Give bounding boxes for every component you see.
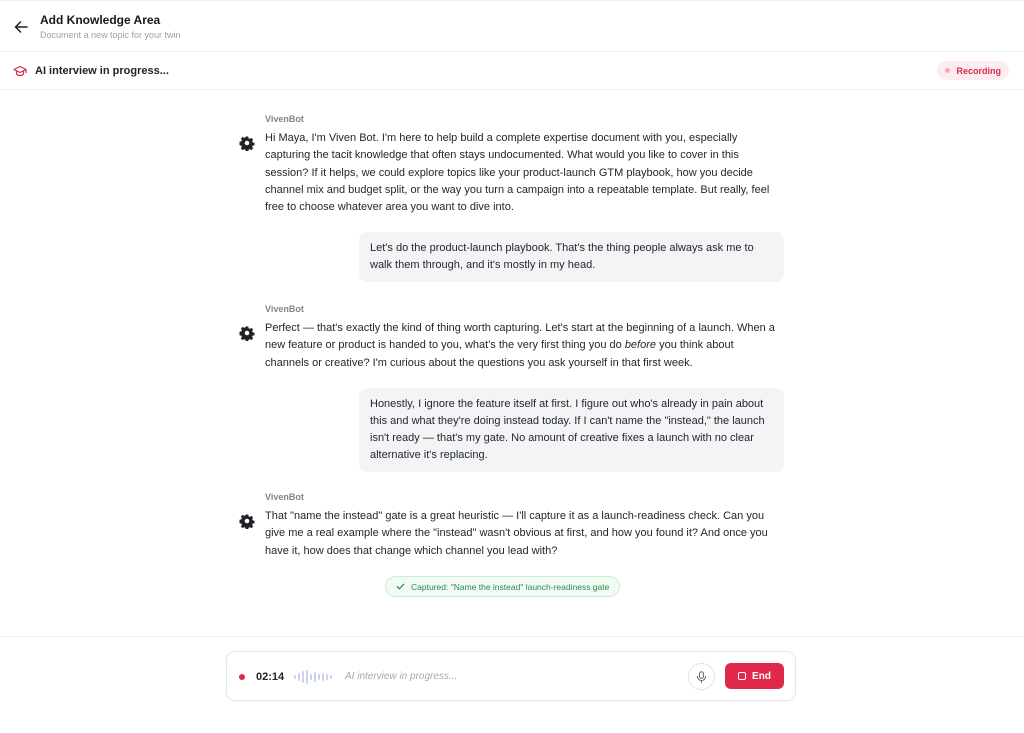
bot-message-text [265, 320, 777, 372]
page-header [0, 0, 1024, 52]
gear-icon [239, 513, 255, 529]
bot-text-part: you think about channels or creative? I'm curious about the questions you ask yourself in that first week. [265, 339, 734, 369]
recording-dot [945, 68, 950, 73]
recording-badge [937, 61, 1009, 80]
bot-text-emphasis: before [624, 339, 657, 352]
check-icon [396, 582, 405, 591]
captured-badge [385, 576, 620, 597]
microphone-icon [696, 671, 707, 683]
page-subtitle: Document a new topic for your twin [40, 30, 181, 40]
gear-icon [239, 135, 255, 151]
header-text [40, 13, 181, 42]
captured-text: Captured: "Name the instead" launch-readiness gate [411, 581, 610, 592]
graduation-cap-icon [13, 64, 27, 78]
interview-controls [226, 651, 796, 701]
interview-status-placeholder: AI interview in progress... [345, 671, 458, 682]
bot-name: VivenBot [265, 304, 304, 314]
gear-icon [239, 325, 255, 341]
chat-transcript [0, 90, 1024, 636]
bot-name: VivenBot [265, 114, 304, 124]
bot-name: VivenBot [265, 492, 304, 502]
bot-text-part: Perfect — that's exactly the kind of thing worth capturing. Let's start at the beginning of a launch. When a new feature or product is handed to you, what's the very first thing you do [265, 322, 775, 352]
interview-timer: 02:14 [256, 671, 285, 683]
bot-message-text: That "name the instead" gate is a great heuristic — I'll capture it as a launch-readiness check. Can you give me a real example where the "instead" wasn't obvious at first, and how you found it? And once you have it, how does that change which channel you lead with? [265, 510, 768, 557]
interview-status-bar [0, 52, 1024, 90]
end-interview-button[interactable] [725, 663, 784, 689]
end-button-label: End [752, 670, 771, 682]
user-message: Let's do the product-launch playbook. That's the thing people always ask me to walk them through, and it's mostly in my head. [359, 232, 784, 282]
live-indicator-dot [239, 674, 245, 680]
status-text: AI interview in progress... [35, 65, 169, 77]
bot-message-text: Hi Maya, I'm Viven Bot. I'm here to help build a complete expertise document with you, especially capturing the tacit knowledge that often stays undocumented. What would you like to cover in this session? If it helps, we could explore topics like your product-launch GTM playbook, how you decide channel mix and budget split, or the way you turn a campaign into a repeatable template. But really, feel free to choose whatever area you want to dive into. [265, 132, 770, 214]
input-area [0, 636, 1024, 733]
recording-label: Recording [956, 65, 1001, 76]
audio-waveform-icon [293, 668, 337, 686]
arrow-left-icon [14, 20, 28, 34]
page-title: Add Knowledge Area [40, 13, 161, 27]
back-button[interactable] [11, 17, 31, 37]
microphone-button[interactable] [688, 663, 715, 690]
stop-icon [738, 672, 746, 680]
user-message: Honestly, I ignore the feature itself at first. I figure out who's already in pain about this and what they're doing instead today. If I can't name the "instead," the launch isn't ready — that's my gate. No amount of creative fixes a launch with no clear alternative it's replacing. [359, 388, 784, 472]
